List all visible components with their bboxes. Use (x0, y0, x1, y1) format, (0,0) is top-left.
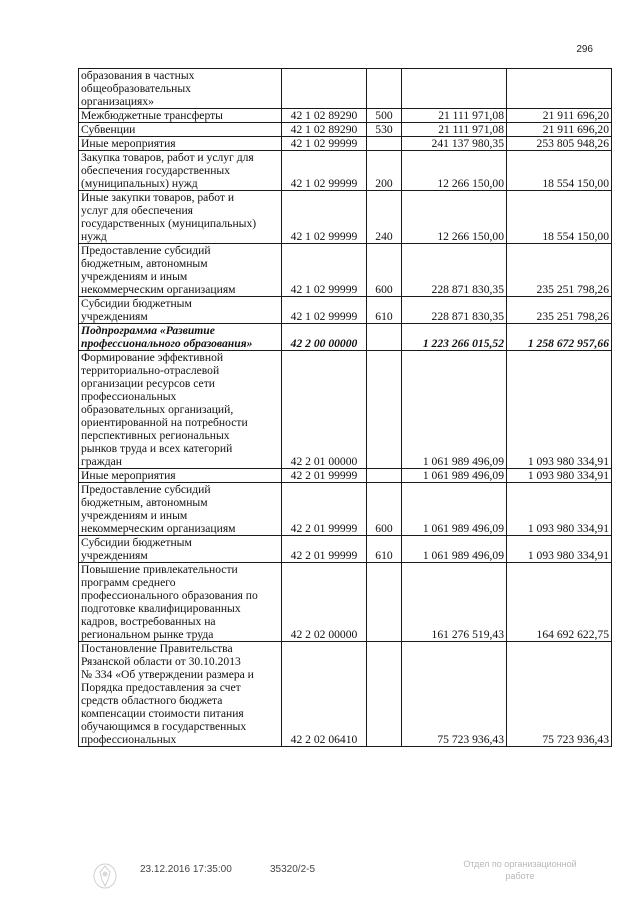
row-name-cell: Иные закупки товаров, работ и услуг для обеспечения государственных (муниципальных) нужд (79, 191, 282, 244)
row-value-2018-cell: 235 251 798,26 (507, 297, 612, 324)
row-value-2018-cell: 21 911 696,20 (507, 123, 612, 137)
row-value-2017-cell: 21 111 971,08 (402, 123, 507, 137)
table-row (79, 563, 612, 642)
row-name-cell: Предоставление субсидий бюджетным, автономным учреждениям и иным некоммерческим организациям (79, 244, 282, 297)
row-code-cell: 42 1 02 99999 (282, 191, 367, 244)
row-value-2017-cell: 21 111 971,08 (402, 109, 507, 123)
row-value-2018-cell (507, 69, 612, 109)
row-name-cell: Закупка товаров, работ и услуг для обеспечения государственных (муниципальных) нужд (79, 151, 282, 191)
table-row (79, 351, 612, 469)
table-row (79, 109, 612, 123)
table-row (79, 469, 612, 483)
row-value-2018-cell: 164 692 622,75 (507, 563, 612, 642)
row-type-cell: 600 (367, 483, 402, 536)
row-value-2017-cell: 1 061 989 496,09 (402, 351, 507, 469)
table-row (79, 191, 612, 244)
row-value-2018-cell: 75 723 936,43 (507, 642, 612, 747)
row-value-2017-cell: 1 061 989 496,09 (402, 483, 507, 536)
row-value-2018-cell: 18 554 150,00 (507, 151, 612, 191)
row-code-cell: 42 2 01 99999 (282, 469, 367, 483)
row-value-2017-cell: 12 266 150,00 (402, 151, 507, 191)
row-name-cell: Субсидии бюджетным учреждениям (79, 536, 282, 563)
row-code-cell: 42 1 02 99999 (282, 244, 367, 297)
table-row (79, 536, 612, 563)
row-name-cell: Постановление Правительства Рязанской области от 30.10.2013 № 334 «Об утверждении размера и Порядка предоставления за счет средств областного бюджета компенсации стоимости питания обучающимся в государственных профессиональных (79, 642, 282, 747)
table-row (79, 123, 612, 137)
row-value-2018-cell: 21 911 696,20 (507, 109, 612, 123)
row-value-2018-cell: 1 093 980 334,91 (507, 351, 612, 469)
table-row (79, 244, 612, 297)
row-name-cell: Повышение привлекательности программ среднего профессионального образования по подготовке квалифицированных кадров, востребованных на региональном рынке труда (79, 563, 282, 642)
row-type-cell: 240 (367, 191, 402, 244)
row-type-cell (367, 563, 402, 642)
row-value-2017-cell: 1 223 266 015,52 (402, 324, 507, 351)
row-type-cell (367, 469, 402, 483)
row-code-cell: 42 1 02 99999 (282, 151, 367, 191)
row-value-2017-cell: 1 061 989 496,09 (402, 469, 507, 483)
row-name-cell: Субсидии бюджетным учреждениям (79, 297, 282, 324)
row-type-cell: 500 (367, 109, 402, 123)
table-row (79, 642, 612, 747)
row-value-2018-cell: 18 554 150,00 (507, 191, 612, 244)
row-code-cell (282, 69, 367, 109)
table-row (79, 297, 612, 324)
row-value-2017-cell: 161 276 519,43 (402, 563, 507, 642)
row-value-2017-cell: 228 871 830,35 (402, 244, 507, 297)
row-value-2017-cell: 12 266 150,00 (402, 191, 507, 244)
stamp-date: 23.12.2016 17:35:00 (140, 864, 232, 875)
table-row (79, 137, 612, 151)
row-code-cell: 42 1 02 99999 (282, 137, 367, 151)
row-name-cell: Иные мероприятия (79, 469, 282, 483)
row-code-cell: 42 2 01 00000 (282, 351, 367, 469)
row-type-cell: 610 (367, 297, 402, 324)
budget-table-body (79, 69, 612, 747)
row-code-cell: 42 2 02 00000 (282, 563, 367, 642)
emblem-seal-icon (92, 860, 118, 890)
row-name-cell: Субвенции (79, 123, 282, 137)
row-type-cell (367, 137, 402, 151)
row-type-cell: 610 (367, 536, 402, 563)
row-value-2017-cell: 1 061 989 496,09 (402, 536, 507, 563)
row-type-cell (367, 69, 402, 109)
budget-table (78, 68, 612, 747)
row-value-2018-cell: 1 093 980 334,91 (507, 483, 612, 536)
row-code-cell: 42 1 02 89290 (282, 109, 367, 123)
row-value-2017-cell (402, 69, 507, 109)
row-type-cell (367, 351, 402, 469)
table-row (79, 151, 612, 191)
row-value-2018-cell: 253 805 948,26 (507, 137, 612, 151)
row-value-2018-cell: 1 093 980 334,91 (507, 536, 612, 563)
row-value-2017-cell: 75 723 936,43 (402, 642, 507, 747)
row-code-cell: 42 2 01 99999 (282, 483, 367, 536)
row-name-cell: Формирование эффективной территориально-отраслевой организации ресурсов сети профессиональных образовательных организаций, ориентированной на потребности перспективных региональных рынков труда и всех категорий граждан (79, 351, 282, 469)
document-id: 35320/2-5 (270, 864, 316, 875)
row-code-cell: 42 1 02 99999 (282, 297, 367, 324)
row-type-cell (367, 324, 402, 351)
row-type-cell: 530 (367, 123, 402, 137)
row-name-cell: Предоставление субсидий бюджетным, автономным учреждениям и иным некоммерческим организациям (79, 483, 282, 536)
row-value-2018-cell: 1 258 672 957,66 (507, 324, 612, 351)
row-code-cell: 42 2 01 99999 (282, 536, 367, 563)
row-value-2017-cell: 228 871 830,35 (402, 297, 507, 324)
row-value-2017-cell: 241 137 980,35 (402, 137, 507, 151)
page-number: 296 (576, 44, 593, 55)
row-value-2018-cell: 235 251 798,26 (507, 244, 612, 297)
row-value-2018-cell: 1 093 980 334,91 (507, 469, 612, 483)
row-code-cell: 42 2 00 00000 (282, 324, 367, 351)
table-row (79, 483, 612, 536)
row-code-cell: 42 1 02 89290 (282, 123, 367, 137)
row-name-cell: Межбюджетные трансферты (79, 109, 282, 123)
row-name-cell: Подпрограмма «Развитие профессионального образования» (79, 324, 282, 351)
row-code-cell: 42 2 02 06410 (282, 642, 367, 747)
row-name-cell: Иные мероприятия (79, 137, 282, 151)
row-type-cell: 600 (367, 244, 402, 297)
row-type-cell: 200 (367, 151, 402, 191)
row-type-cell (367, 642, 402, 747)
table-row (79, 324, 612, 351)
footer (0, 858, 640, 898)
department-stamp: Отдел по организационной работе (463, 859, 577, 881)
row-name-cell: образования в частных общеобразовательных организациях» (79, 69, 282, 109)
table-row (79, 69, 612, 109)
